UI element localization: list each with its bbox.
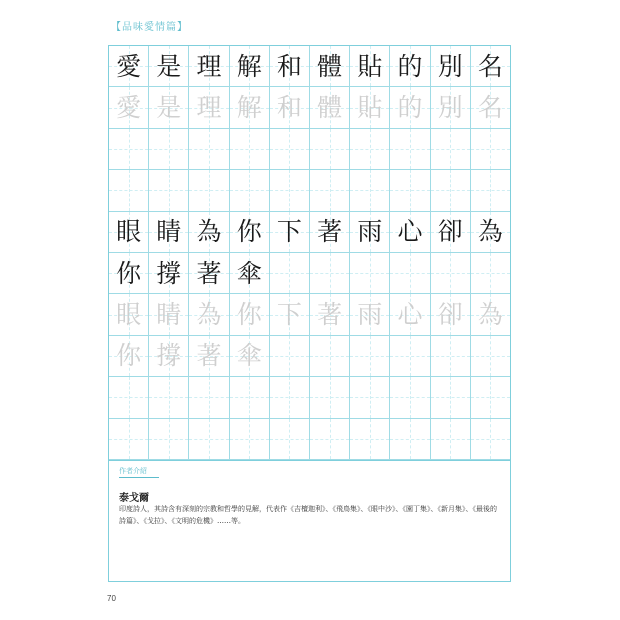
grid-cell [149, 419, 189, 460]
grid-cell [390, 336, 430, 377]
model-character: 的 [397, 51, 423, 81]
trace-character: 解 [236, 93, 262, 123]
grid-cell [310, 87, 350, 128]
model-character: 下 [276, 217, 302, 247]
grid-cell [109, 294, 149, 335]
grid-cell [431, 87, 471, 128]
trace-character: 體 [317, 93, 343, 123]
model-character: 撐 [156, 258, 182, 288]
grid-cell [350, 419, 390, 460]
model-character: 貼 [357, 51, 383, 81]
trace-character: 著 [196, 341, 222, 371]
model-character: 你 [116, 258, 142, 288]
grid-cell [230, 419, 270, 460]
trace-character: 心 [397, 300, 423, 330]
grid-cell [390, 419, 430, 460]
grid-cell [149, 87, 189, 128]
grid-cell [390, 212, 430, 253]
model-character: 眼 [116, 217, 142, 247]
grid-cell [431, 212, 471, 253]
grid-cell [230, 212, 270, 253]
grid-cell [431, 377, 471, 418]
grid-cell [471, 253, 510, 294]
grid-cell [431, 419, 471, 460]
grid-cell [149, 294, 189, 335]
grid-cell [189, 87, 229, 128]
grid-row [109, 212, 510, 253]
grid-cell [149, 129, 189, 170]
trace-character: 和 [276, 93, 302, 123]
grid-row [109, 336, 510, 377]
model-character: 體 [317, 51, 343, 81]
model-character: 睛 [156, 217, 182, 247]
model-character: 傘 [236, 258, 262, 288]
trace-character: 貼 [357, 93, 383, 123]
grid-cell [189, 46, 229, 87]
model-character: 心 [397, 217, 423, 247]
grid-cell [350, 377, 390, 418]
grid-cell [350, 46, 390, 87]
trace-character: 卻 [437, 300, 463, 330]
grid-cell [270, 46, 310, 87]
grid-cell [350, 294, 390, 335]
grid-cell [431, 46, 471, 87]
grid-cell [350, 336, 390, 377]
model-character: 理 [196, 51, 222, 81]
grid-cell [310, 294, 350, 335]
grid-cell [189, 253, 229, 294]
grid-row [109, 46, 510, 87]
grid-cell [189, 294, 229, 335]
trace-character: 為 [477, 300, 503, 330]
grid-cell [270, 294, 310, 335]
grid-cell [149, 377, 189, 418]
grid-cell [189, 377, 229, 418]
grid-cell [431, 170, 471, 211]
model-character: 愛 [116, 51, 142, 81]
grid-row [109, 170, 510, 211]
grid-cell [471, 419, 510, 460]
trace-character: 你 [116, 341, 142, 371]
grid-cell [310, 212, 350, 253]
model-character: 你 [236, 217, 262, 247]
grid-cell [189, 170, 229, 211]
model-character: 為 [477, 217, 503, 247]
grid-cell [390, 253, 430, 294]
practice-grid [109, 46, 510, 460]
grid-cell [310, 336, 350, 377]
grid-cell [471, 87, 510, 128]
grid-cell [149, 336, 189, 377]
grid-row [109, 294, 510, 335]
grid-cell [109, 87, 149, 128]
grid-cell [109, 336, 149, 377]
grid-cell [230, 336, 270, 377]
trace-character: 是 [156, 93, 182, 123]
model-character: 著 [196, 258, 222, 288]
grid-row [109, 253, 510, 294]
grid-cell [109, 419, 149, 460]
grid-cell [310, 129, 350, 170]
grid-cell [230, 377, 270, 418]
grid-cell [149, 253, 189, 294]
grid-cell [350, 212, 390, 253]
grid-cell [471, 294, 510, 335]
model-character: 解 [236, 51, 262, 81]
trace-character: 的 [397, 93, 423, 123]
trace-character: 撐 [156, 341, 182, 371]
grid-cell [471, 46, 510, 87]
grid-cell [390, 377, 430, 418]
grid-cell [390, 87, 430, 128]
grid-cell [230, 129, 270, 170]
section-header: 【品味愛情篇】 [111, 22, 188, 33]
grid-cell [431, 253, 471, 294]
model-character: 著 [317, 217, 343, 247]
trace-character: 傘 [236, 341, 262, 371]
grid-cell [270, 253, 310, 294]
grid-cell [390, 294, 430, 335]
grid-cell [270, 87, 310, 128]
grid-cell [270, 170, 310, 211]
grid-cell [471, 336, 510, 377]
grid-cell [189, 336, 229, 377]
grid-cell [350, 87, 390, 128]
model-character: 是 [156, 51, 182, 81]
grid-cell [270, 212, 310, 253]
grid-cell [109, 212, 149, 253]
grid-cell [109, 129, 149, 170]
grid-cell [431, 336, 471, 377]
grid-cell [230, 46, 270, 87]
model-character: 為 [196, 217, 222, 247]
page-number: 70 [107, 594, 116, 603]
grid-cell [109, 377, 149, 418]
grid-cell [270, 419, 310, 460]
trace-character: 為 [196, 300, 222, 330]
grid-cell [310, 46, 350, 87]
grid-cell [189, 419, 229, 460]
trace-character: 睛 [156, 300, 182, 330]
grid-cell [310, 419, 350, 460]
grid-cell [390, 129, 430, 170]
grid-row [109, 87, 510, 128]
grid-cell [109, 253, 149, 294]
grid-cell [350, 253, 390, 294]
trace-character: 名 [477, 93, 503, 123]
grid-cell [390, 46, 430, 87]
grid-cell [471, 212, 510, 253]
trace-character: 愛 [116, 93, 142, 123]
model-character: 別 [437, 51, 463, 81]
trace-character: 理 [196, 93, 222, 123]
grid-cell [310, 253, 350, 294]
author-name: 泰戈爾 [119, 493, 149, 504]
model-character: 和 [276, 51, 302, 81]
author-box [109, 460, 510, 582]
grid-cell [390, 170, 430, 211]
grid-cell [230, 253, 270, 294]
author-intro-label: 作者介紹 [119, 466, 159, 478]
grid-cell [471, 170, 510, 211]
author-bio: 印度詩人，其詩含有深刻的宗教和哲學的見解，代表作《吉檀迦利》、《飛鳥集》、《眼中沙》、《園丁集》、《新月集》、《最後的詩篇》、《戈拉》、《文明的危機》……等。 [119, 505, 497, 525]
grid-cell [471, 377, 510, 418]
grid-row [109, 377, 510, 418]
grid-cell [230, 294, 270, 335]
grid-row [109, 129, 510, 170]
trace-character: 你 [236, 300, 262, 330]
trace-character: 別 [437, 93, 463, 123]
grid-cell [270, 377, 310, 418]
model-character: 名 [477, 51, 503, 81]
grid-cell [431, 129, 471, 170]
grid-cell [149, 46, 189, 87]
grid-cell [109, 170, 149, 211]
grid-cell [149, 212, 189, 253]
grid-cell [189, 129, 229, 170]
grid-cell [310, 170, 350, 211]
grid-cell [230, 87, 270, 128]
trace-character: 下 [276, 300, 302, 330]
grid-cell [431, 294, 471, 335]
grid-cell [149, 170, 189, 211]
grid-cell [310, 377, 350, 418]
grid-cell [471, 129, 510, 170]
model-character: 卻 [437, 217, 463, 247]
grid-cell [350, 170, 390, 211]
grid-cell [270, 336, 310, 377]
practice-sheet [108, 45, 511, 582]
grid-cell [270, 129, 310, 170]
grid-cell [189, 212, 229, 253]
trace-character: 眼 [116, 300, 142, 330]
trace-character: 著 [317, 300, 343, 330]
grid-cell [109, 46, 149, 87]
grid-cell [230, 170, 270, 211]
grid-cell [350, 129, 390, 170]
trace-character: 雨 [357, 300, 383, 330]
model-character: 雨 [357, 217, 383, 247]
grid-row [109, 419, 510, 460]
